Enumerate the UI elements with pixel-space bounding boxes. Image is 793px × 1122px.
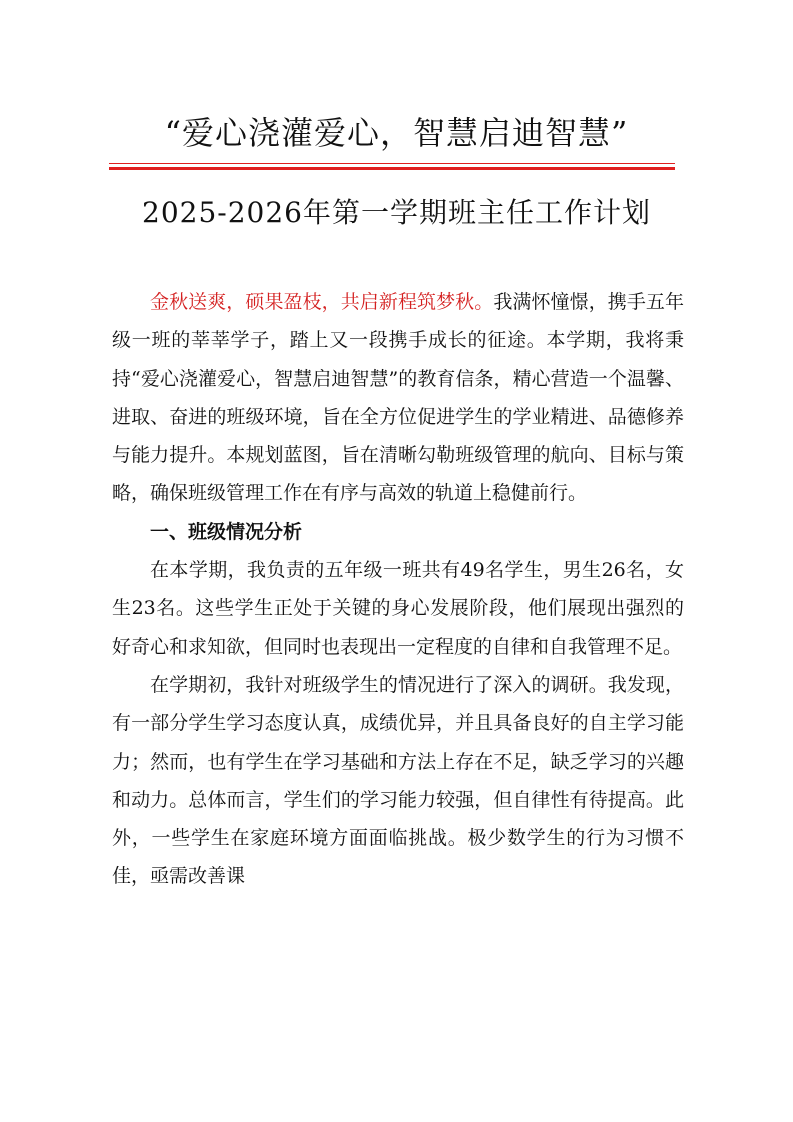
intro-text: 我满怀憧憬，携手五年级一班的莘莘学子，踏上又一段携手成长的征途。本学期，我将秉持“爱心浇灌爱心，智慧启迪智慧”的教育信条，精心营造一个温馨、进取、奋进的班级环境，旨在全方位促进学生的学业精进、品德修养与能力提升。本规划蓝图，旨在清晰勾勒班级管理的航向、目标与策略，确保班级管理工作在有序与高效的轨道上稳健前行。 xyxy=(112,291,684,505)
section-heading: 一、班级情况分析 xyxy=(150,520,303,543)
header-rule-thin xyxy=(109,163,675,164)
motto-header: “爱心浇灌爱心，智慧启迪智慧” xyxy=(164,114,629,152)
section-paragraph-2: 在学期初，我针对班级学生的情况进行了深入的调研。我发现，有一部分学生学习态度认真，成绩优异，并且具备良好的自主学习能力；然而，也有学生在学习基础和方法上存在不足，缺乏学习的兴趣和动力。总体而言，学生们的学习能力较强，但自律性有待提高。此外，一些学生在家庭环境方面面临挑战。极少数学生的行为习惯不佳，亟需改善课 xyxy=(112,673,684,888)
intro-paragraph xyxy=(112,283,684,513)
header-rule-thick xyxy=(109,167,675,170)
section-paragraph-1: 在本学期，我负责的五年级一班共有49名学生，男生26名，女生23名。这些学生正处于关键的身心发展阶段，他们展现出强烈的好奇心和求知欲，但同时也表现出一定程度的自律和自我管理不足。 xyxy=(112,559,684,658)
document-title: 2025-2026年第一学期班主任工作计划 xyxy=(142,196,651,229)
intro-lead: 金秋送爽，硕果盈枝，共启新程筑梦秋。 xyxy=(150,291,494,313)
document-body xyxy=(112,283,684,896)
